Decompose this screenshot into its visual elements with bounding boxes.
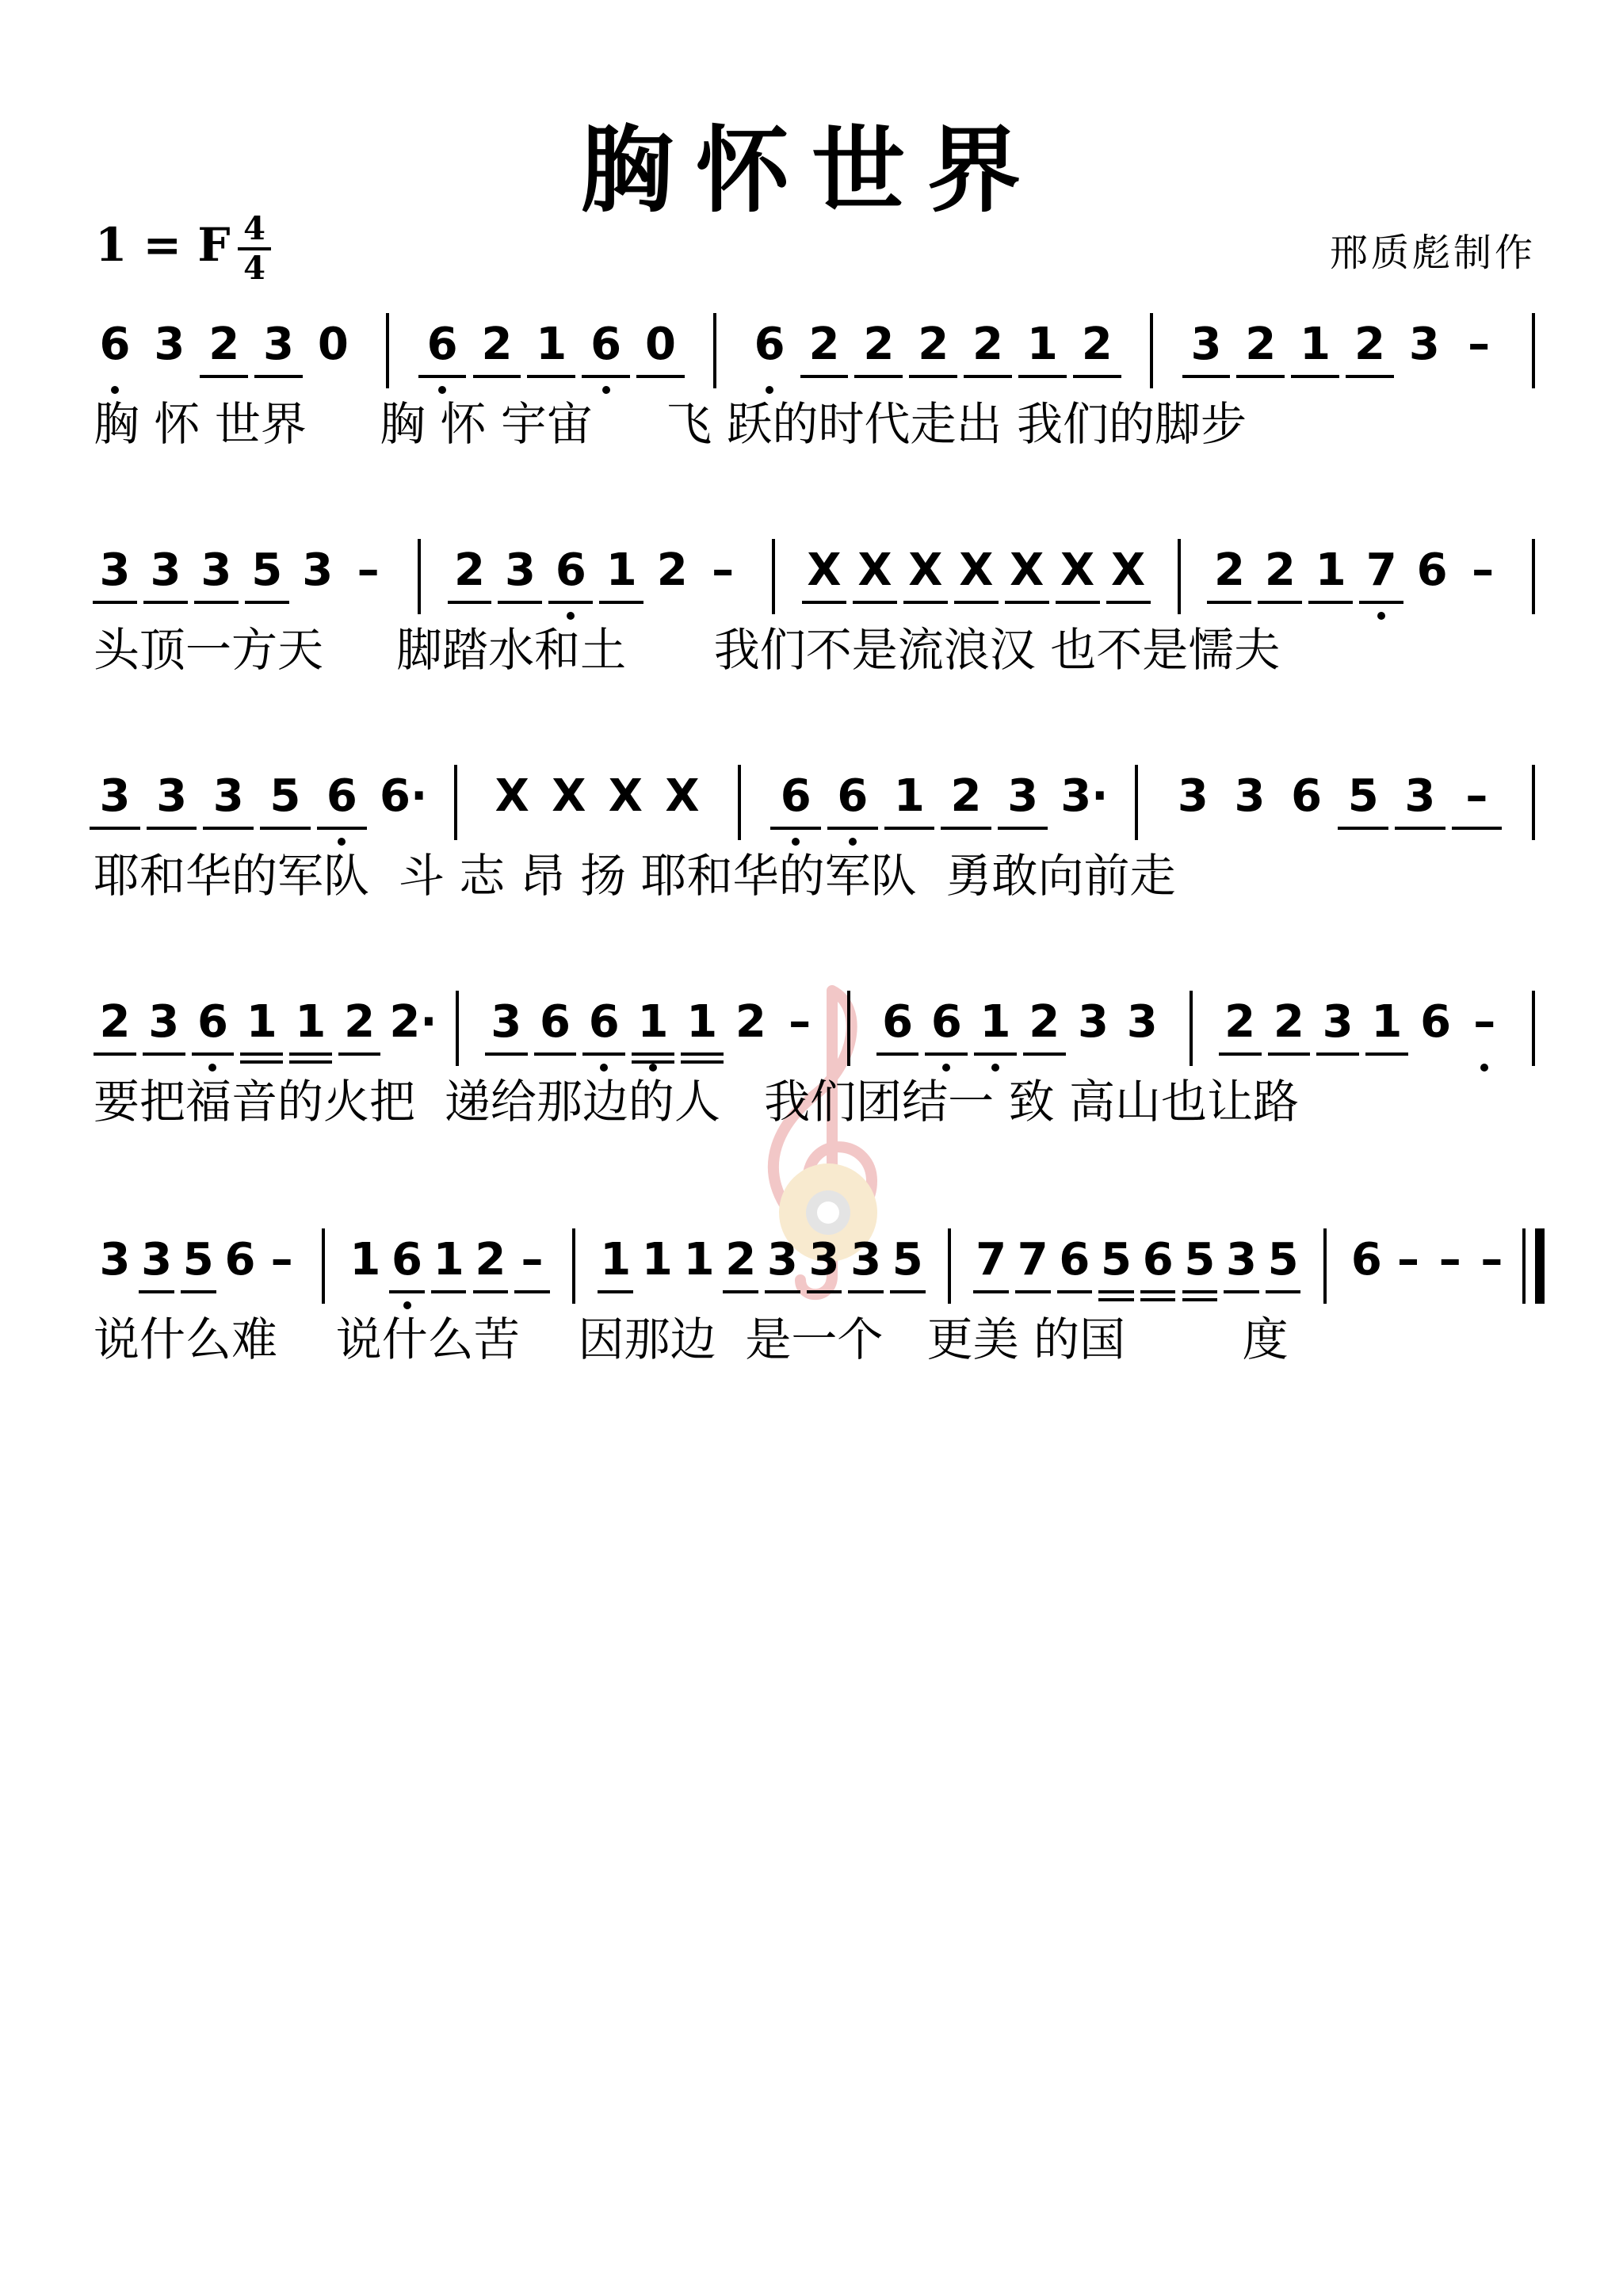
barline bbox=[738, 765, 741, 840]
eighth-underline bbox=[1207, 601, 1251, 604]
note: 1 bbox=[1300, 319, 1331, 370]
note: 3 bbox=[99, 1234, 131, 1286]
final-barline-thick bbox=[1535, 1228, 1545, 1304]
note: 0 bbox=[317, 319, 349, 370]
note: X bbox=[959, 544, 994, 596]
barline bbox=[386, 313, 389, 388]
note: 6 bbox=[590, 319, 622, 370]
eighth-underline bbox=[203, 827, 254, 830]
eighth-underline bbox=[925, 1052, 968, 1056]
note: – bbox=[270, 1234, 293, 1286]
note: 2 bbox=[735, 996, 766, 1048]
eighth-underline bbox=[94, 1052, 136, 1056]
note: 2 bbox=[725, 1234, 757, 1286]
eighth-underline bbox=[90, 827, 140, 830]
note: 3 bbox=[148, 996, 180, 1048]
eighth-underline bbox=[1365, 1052, 1408, 1056]
note: 1 bbox=[1026, 319, 1058, 370]
eighth-underline bbox=[527, 375, 575, 378]
note: 3 bbox=[156, 770, 188, 822]
note: 6 bbox=[780, 770, 812, 822]
eighth-underline bbox=[1057, 1290, 1093, 1293]
eighth-underline bbox=[1316, 1052, 1359, 1056]
time-signature-top: 4 bbox=[243, 210, 265, 247]
note: 3 bbox=[200, 544, 232, 596]
note: 5 bbox=[269, 770, 301, 822]
note: 3 bbox=[766, 1234, 798, 1286]
lyrics-line: 头顶一方天 脚踏水和土 我们不是流浪汉 也不是懦夫 bbox=[94, 623, 1281, 677]
eighth-underline bbox=[1346, 375, 1394, 378]
note: 3 bbox=[491, 996, 522, 1048]
eighth-underline bbox=[884, 827, 935, 830]
eighth-underline bbox=[827, 827, 878, 830]
note: 1 bbox=[246, 996, 277, 1048]
eighth-underline bbox=[418, 375, 467, 378]
note: 3 bbox=[1007, 770, 1039, 822]
note: 2 bbox=[454, 544, 485, 596]
barline bbox=[1532, 991, 1535, 1066]
note: 1 bbox=[1371, 996, 1403, 1048]
note: X bbox=[807, 544, 842, 596]
eighth-underline bbox=[431, 1290, 467, 1293]
note: 2 bbox=[950, 770, 982, 822]
note: 2 bbox=[1224, 996, 1256, 1048]
eighth-underline bbox=[389, 1290, 425, 1293]
note: X bbox=[495, 770, 529, 822]
note: 3 bbox=[1322, 996, 1354, 1048]
note: 3 bbox=[1077, 996, 1109, 1048]
note: 1 bbox=[600, 1234, 632, 1286]
note: 3 bbox=[263, 319, 295, 370]
note: 6 bbox=[99, 319, 131, 370]
note: 3 bbox=[154, 319, 185, 370]
note: 1 bbox=[295, 996, 327, 1048]
final-barline-thin bbox=[1522, 1228, 1526, 1304]
note: 6 bbox=[1416, 544, 1448, 596]
eighth-underline bbox=[289, 1052, 332, 1056]
note: 1 bbox=[893, 770, 925, 822]
eighth-underline bbox=[448, 601, 492, 604]
eighth-underline bbox=[200, 375, 248, 378]
eighth-underline bbox=[498, 601, 542, 604]
time-signature-bottom: 4 bbox=[243, 250, 265, 287]
sixteenth-underline bbox=[289, 1060, 332, 1064]
note: 2 bbox=[1354, 319, 1385, 370]
note: X bbox=[1010, 544, 1044, 596]
note: 6 bbox=[1350, 1234, 1382, 1286]
eighth-underline bbox=[807, 1290, 842, 1293]
barline bbox=[418, 539, 421, 614]
note: 2 bbox=[475, 1234, 506, 1286]
eighth-underline bbox=[598, 1290, 633, 1293]
note: 2 bbox=[1245, 319, 1277, 370]
note: 2 bbox=[808, 319, 840, 370]
note: 2 bbox=[208, 319, 240, 370]
page-title: 胸怀世界 bbox=[579, 115, 1043, 225]
eighth-underline bbox=[582, 375, 630, 378]
note: 2 bbox=[972, 319, 1004, 370]
eighth-underline bbox=[1258, 601, 1302, 604]
sixteenth-underline bbox=[1098, 1298, 1134, 1301]
note: 0 bbox=[644, 319, 676, 370]
note: 3 bbox=[1190, 319, 1222, 370]
note: X bbox=[908, 544, 943, 596]
note: 7 bbox=[1365, 544, 1397, 596]
note: 2 bbox=[1081, 319, 1113, 370]
note: X bbox=[608, 770, 643, 822]
eighth-underline bbox=[1106, 601, 1151, 604]
note: 1 bbox=[686, 996, 718, 1048]
eighth-underline bbox=[1005, 601, 1049, 604]
eighth-underline bbox=[194, 601, 239, 604]
eighth-underline bbox=[599, 601, 643, 604]
note: 3 bbox=[1225, 1234, 1257, 1286]
note: 2· bbox=[389, 996, 437, 1048]
eighth-underline bbox=[973, 1290, 1009, 1293]
credit-text: 邢质彪制作 bbox=[1329, 231, 1536, 275]
note: 6 bbox=[426, 319, 458, 370]
note: 7 bbox=[1017, 1234, 1048, 1286]
eighth-underline bbox=[770, 827, 821, 830]
barline bbox=[322, 1228, 325, 1304]
note: 2 bbox=[1264, 544, 1296, 596]
note: 2 bbox=[481, 319, 513, 370]
eighth-underline bbox=[974, 1052, 1017, 1056]
eighth-underline bbox=[534, 1052, 577, 1056]
note: 6 bbox=[326, 770, 357, 822]
eighth-underline bbox=[139, 1290, 174, 1293]
note: 1 bbox=[637, 996, 669, 1048]
note: 2 bbox=[1273, 996, 1304, 1048]
note: 6 bbox=[197, 996, 228, 1048]
note: – bbox=[357, 544, 380, 596]
note: 3· bbox=[1060, 770, 1109, 822]
note: 5 bbox=[1347, 770, 1379, 822]
note: 2 bbox=[344, 996, 376, 1048]
barline bbox=[1532, 539, 1535, 614]
key-signature: 1 = F bbox=[95, 218, 231, 272]
note: 6 bbox=[1420, 996, 1452, 1048]
eighth-underline bbox=[723, 1290, 758, 1293]
barline bbox=[456, 991, 459, 1066]
eighth-underline bbox=[1056, 601, 1100, 604]
note: – bbox=[1468, 319, 1491, 370]
note: 1 bbox=[683, 1234, 715, 1286]
eighth-underline bbox=[1023, 1052, 1066, 1056]
note: 6 bbox=[754, 319, 785, 370]
barline bbox=[1532, 313, 1535, 388]
eighth-underline bbox=[909, 375, 957, 378]
note: 3 bbox=[850, 1234, 882, 1286]
lyrics-line: 说什么难 说什么苦 因那边 是一个 更美 的国 度 bbox=[94, 1312, 1289, 1366]
note: 1 bbox=[641, 1234, 673, 1286]
note: 1 bbox=[980, 996, 1011, 1048]
eighth-underline bbox=[240, 1052, 283, 1056]
lyrics-line: 要把福音的火把 递给那边的人 我们团结一 致 高山也让路 bbox=[94, 1075, 1300, 1129]
eighth-underline bbox=[1219, 1052, 1262, 1056]
note: 6 bbox=[588, 996, 620, 1048]
note: X bbox=[552, 770, 586, 822]
eighth-underline bbox=[338, 1052, 381, 1056]
note: 6 bbox=[540, 996, 571, 1048]
note: 2 bbox=[656, 544, 688, 596]
barline bbox=[772, 539, 775, 614]
note: 3 bbox=[99, 770, 131, 822]
eighth-underline bbox=[1098, 1290, 1134, 1293]
barline bbox=[572, 1228, 575, 1304]
eighth-underline bbox=[1266, 1290, 1301, 1293]
note: 3 bbox=[212, 770, 244, 822]
eighth-underline bbox=[1140, 1290, 1176, 1293]
note: – bbox=[1472, 544, 1495, 596]
barline bbox=[1178, 539, 1181, 614]
eighth-underline bbox=[1359, 601, 1403, 604]
note: X bbox=[1060, 544, 1095, 596]
eighth-underline bbox=[1308, 601, 1353, 604]
eighth-underline bbox=[1395, 827, 1445, 830]
note: 3 bbox=[504, 544, 536, 596]
note: 5 bbox=[251, 544, 283, 596]
eighth-underline bbox=[941, 827, 991, 830]
eighth-underline bbox=[1015, 1290, 1051, 1293]
lyrics-line: 耶和华的军队 斗 志 昂 扬 耶和华的军队 勇敢向前走 bbox=[94, 849, 1176, 903]
note: – bbox=[789, 996, 812, 1048]
eighth-underline bbox=[964, 375, 1012, 378]
note: – bbox=[1473, 996, 1496, 1048]
low-octave-dot bbox=[1480, 1064, 1488, 1072]
eighth-underline bbox=[317, 827, 368, 830]
eighth-underline bbox=[1452, 827, 1503, 830]
note: 3 bbox=[150, 544, 181, 596]
note: 3 bbox=[302, 544, 334, 596]
barline bbox=[713, 313, 716, 388]
note: 5 bbox=[182, 1234, 214, 1286]
note: – bbox=[1465, 770, 1488, 822]
note: 2 bbox=[863, 319, 895, 370]
note: 6 bbox=[882, 996, 914, 1048]
eighth-underline bbox=[1224, 1290, 1259, 1293]
eighth-underline bbox=[143, 1052, 185, 1056]
eighth-underline bbox=[245, 601, 289, 604]
note: 6 bbox=[391, 1234, 422, 1286]
eighth-underline bbox=[473, 375, 521, 378]
eighth-underline bbox=[954, 601, 999, 604]
note: 6 bbox=[930, 996, 962, 1048]
note: 2 bbox=[99, 996, 131, 1048]
low-octave-dot bbox=[1377, 612, 1385, 620]
eighth-underline bbox=[876, 1052, 919, 1056]
barline bbox=[1150, 313, 1153, 388]
note: 1 bbox=[1315, 544, 1346, 596]
note: 1 bbox=[433, 1234, 464, 1286]
eighth-underline bbox=[473, 1290, 509, 1293]
eighth-underline bbox=[254, 375, 303, 378]
eighth-underline bbox=[636, 375, 685, 378]
note: – bbox=[1480, 1234, 1503, 1286]
eighth-underline bbox=[93, 601, 137, 604]
note: 1 bbox=[536, 319, 567, 370]
note: 3 bbox=[1408, 319, 1440, 370]
eighth-underline bbox=[632, 1052, 674, 1056]
note: 3 bbox=[1234, 770, 1266, 822]
note: 2 bbox=[1213, 544, 1245, 596]
eighth-underline bbox=[1018, 375, 1067, 378]
eighth-underline bbox=[181, 1290, 216, 1293]
eighth-underline bbox=[1073, 375, 1121, 378]
eighth-underline bbox=[890, 1290, 926, 1293]
note: 6· bbox=[380, 770, 428, 822]
note: 6 bbox=[1142, 1234, 1174, 1286]
barline bbox=[1323, 1228, 1327, 1304]
eighth-underline bbox=[548, 601, 593, 604]
note: – bbox=[521, 1234, 544, 1286]
eighth-underline bbox=[681, 1052, 724, 1056]
note: – bbox=[1397, 1234, 1420, 1286]
note: 6 bbox=[224, 1234, 256, 1286]
note: 3 bbox=[99, 544, 131, 596]
note: 6 bbox=[1291, 770, 1323, 822]
note: X bbox=[665, 770, 700, 822]
note: 6 bbox=[837, 770, 869, 822]
barline bbox=[1135, 765, 1138, 840]
eighth-underline bbox=[485, 1052, 528, 1056]
eighth-underline bbox=[854, 375, 903, 378]
eighth-underline bbox=[802, 601, 846, 604]
note: 3 bbox=[141, 1234, 173, 1286]
eighth-underline bbox=[998, 827, 1048, 830]
eighth-underline bbox=[1291, 375, 1339, 378]
barline bbox=[948, 1228, 951, 1304]
eighth-underline bbox=[514, 1290, 550, 1293]
eighth-underline bbox=[260, 827, 311, 830]
eighth-underline bbox=[1268, 1052, 1311, 1056]
note: 5 bbox=[1184, 1234, 1216, 1286]
note: 3 bbox=[1177, 770, 1209, 822]
eighth-underline bbox=[192, 1052, 235, 1056]
barline bbox=[1190, 991, 1193, 1066]
eighth-underline bbox=[765, 1290, 800, 1293]
note: X bbox=[857, 544, 892, 596]
time-signature bbox=[238, 212, 271, 285]
eighth-underline bbox=[1338, 827, 1388, 830]
eighth-underline bbox=[1182, 375, 1231, 378]
note: 5 bbox=[892, 1234, 923, 1286]
note: 5 bbox=[1267, 1234, 1299, 1286]
eighth-underline bbox=[800, 375, 849, 378]
note: 3 bbox=[1126, 996, 1158, 1048]
sixteenth-underline bbox=[240, 1060, 283, 1064]
note: 2 bbox=[918, 319, 949, 370]
eighth-underline bbox=[848, 1290, 884, 1293]
note: – bbox=[1438, 1234, 1461, 1286]
eighth-underline bbox=[903, 601, 948, 604]
sixteenth-underline bbox=[681, 1060, 724, 1064]
note: 7 bbox=[976, 1234, 1007, 1286]
note: 3 bbox=[1404, 770, 1436, 822]
note: 2 bbox=[1029, 996, 1060, 1048]
barline bbox=[1532, 765, 1535, 840]
eighth-underline bbox=[853, 601, 897, 604]
note: 1 bbox=[605, 544, 637, 596]
sixteenth-underline bbox=[1140, 1298, 1176, 1301]
eighth-underline bbox=[1182, 1290, 1218, 1293]
barline bbox=[847, 991, 850, 1066]
eighth-underline bbox=[147, 827, 197, 830]
note: 3 bbox=[808, 1234, 840, 1286]
eighth-underline bbox=[1236, 375, 1285, 378]
eighth-underline bbox=[582, 1052, 625, 1056]
note: 6 bbox=[555, 544, 586, 596]
note: X bbox=[1110, 544, 1146, 596]
note: – bbox=[712, 544, 735, 596]
note: 1 bbox=[349, 1234, 381, 1286]
barline bbox=[454, 765, 457, 840]
sixteenth-underline bbox=[1182, 1298, 1218, 1301]
note: 6 bbox=[1059, 1234, 1090, 1286]
lyrics-line: 胸 怀 世界 胸 怀 宇宙 飞 跃的时代走出 我们的脚步 bbox=[94, 397, 1247, 451]
eighth-underline bbox=[143, 601, 188, 604]
note: 5 bbox=[1101, 1234, 1132, 1286]
